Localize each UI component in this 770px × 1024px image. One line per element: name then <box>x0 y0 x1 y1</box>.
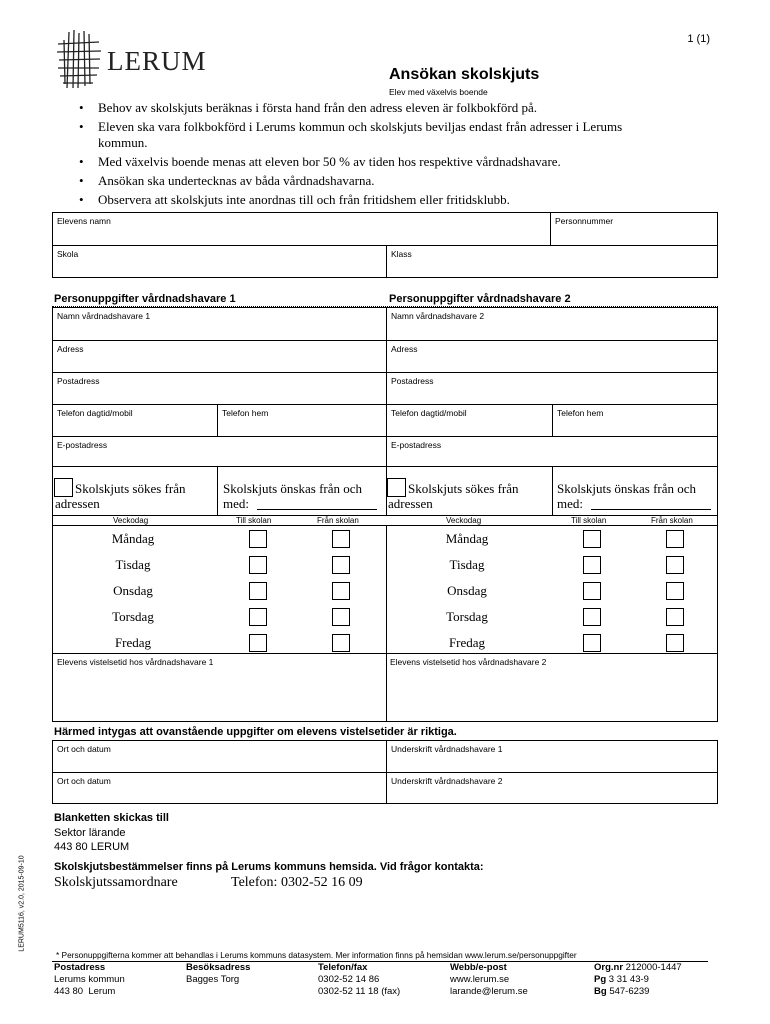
from-address-label-2: Skolskjuts sökes från adressen <box>388 481 519 511</box>
form-title: Ansökan skolskjuts <box>389 66 540 83</box>
footer-postadress-line2: 443 80 Lerum <box>54 986 116 997</box>
footer-phone-line2: 0302-52 11 18 (fax) <box>318 986 401 997</box>
guardian1-phone-day-field[interactable] <box>53 404 217 436</box>
lerum-grid-logo-icon <box>55 28 103 90</box>
page-number: 1 (1) <box>687 33 710 45</box>
thursday-to-school-checkbox-1[interactable] <box>249 608 267 626</box>
guardian1-email-field[interactable] <box>53 436 386 466</box>
guardian2-name-label: Namn vårdnadshavare 2 <box>391 311 485 321</box>
footer-web <box>450 962 528 998</box>
footer-phone-line1: 0302-52 14 86 <box>318 974 380 985</box>
stay-time-guardian1-field[interactable] <box>53 653 386 721</box>
day-friday-1: Fredag <box>114 635 152 650</box>
guardian1-name-label: Namn vårdnadshavare 1 <box>57 311 151 321</box>
guardian1-heading: Personuppgifter vårdnadshavare 1 <box>54 293 236 305</box>
wednesday-from-school-checkbox-2[interactable] <box>666 582 684 600</box>
send-to-heading: Blanketten skickas till <box>54 812 169 824</box>
guardian2-postal-label: Postadress <box>391 376 434 386</box>
form-subtitle: Elev med växelvis boende <box>389 87 488 97</box>
guardian1-postal-field[interactable] <box>53 372 386 404</box>
stay-time-guardian2-label: Elevens vistelsetid hos vårdnadshavare 2 <box>390 657 547 667</box>
student-name-label: Elevens namn <box>57 216 111 226</box>
day-monday-2: Måndag <box>445 531 489 546</box>
instruction-item: • Med växelvis boende menas att eleven bor 50 % av tiden hos respektive vårdnadshavare. <box>74 154 674 170</box>
friday-to-school-checkbox-2[interactable] <box>583 634 601 652</box>
footer-postadress <box>54 962 125 998</box>
weekday-header-row <box>53 515 717 526</box>
tuesday-to-school-checkbox-1[interactable] <box>249 556 267 574</box>
guardian2-email-field[interactable] <box>386 436 717 466</box>
footer-email-link[interactable]: larande@lerum.se <box>450 986 528 997</box>
guardian2-postal-field[interactable] <box>386 372 717 404</box>
from-address-label-1: Skolskjuts sökes från adressen <box>55 481 186 511</box>
school-field[interactable] <box>53 245 386 277</box>
monday-from-school-checkbox-2[interactable] <box>666 530 684 548</box>
footer-bg-label: Bg <box>594 986 607 997</box>
guardian2-address-label: Adress <box>391 344 418 354</box>
stay-time-guardian2-field[interactable] <box>386 653 717 721</box>
certify-heading: Härmed intygas att ovanstående uppgifter om elevens vistelsetider är riktiga. <box>54 726 457 738</box>
day-tuesday-2: Tisdag <box>449 557 485 572</box>
day-monday-1: Måndag <box>111 531 155 546</box>
friday-from-school-checkbox-1[interactable] <box>332 634 350 652</box>
footer-visit-heading: Besöksadress <box>186 962 251 973</box>
day-wednesday-2: Onsdag <box>447 583 487 598</box>
col-weekday-1: Veckodag <box>113 516 149 525</box>
footer-postadress-heading: Postadress <box>54 962 106 973</box>
rules-heading: Skolskjutsbestämmelser finns på Lerums kommuns hemsida. Vid frågor kontakta: <box>54 861 484 873</box>
guardian2-phone-home-field[interactable] <box>552 404 717 436</box>
from-with-line-2[interactable] <box>591 509 711 510</box>
guardian1-postal-label: Postadress <box>57 376 100 386</box>
footer-phone-heading: Telefon/fax <box>318 962 368 973</box>
footer-pg-value: 3 31 43-9 <box>608 974 649 985</box>
form-code: LERUM5116, v2.0, 2015-09-10 <box>18 855 26 952</box>
footer-visit-line1: Bagges Torg <box>186 974 240 985</box>
from-with-line-1[interactable] <box>257 509 377 510</box>
class-field[interactable] <box>386 245 717 277</box>
footer-web-heading: Webb/e-post <box>450 962 507 973</box>
footer-visit <box>186 962 250 986</box>
footer-postadress-line1: Lerums kommun <box>54 974 125 985</box>
guardian2-name-field[interactable] <box>386 308 717 340</box>
wednesday-to-school-checkbox-2[interactable] <box>583 582 601 600</box>
instructions <box>74 100 674 211</box>
personnummer-field[interactable] <box>550 213 717 245</box>
instruction-item: • Eleven ska vara folkbokförd i Lerums kommun och skolskjuts beviljas endast från adresser i Lerums kommun. <box>74 119 674 151</box>
guardian1-phone-home-field[interactable] <box>217 404 386 436</box>
day-wednesday-1: Onsdag <box>113 583 153 598</box>
guardian1-email-label: E-postadress <box>57 440 108 450</box>
footer-org <box>594 962 682 998</box>
guardian2-phone-day-field[interactable] <box>386 404 552 436</box>
wednesday-from-school-checkbox-1[interactable] <box>332 582 350 600</box>
guardian1-name-field[interactable] <box>53 308 386 340</box>
col-to-school-1: Till skolan <box>236 516 272 525</box>
monday-to-school-checkbox-2[interactable] <box>583 530 601 548</box>
tuesday-from-school-checkbox-2[interactable] <box>666 556 684 574</box>
guardian1-address-field[interactable] <box>53 340 386 372</box>
send-to-line2: 443 80 LERUM <box>54 841 130 853</box>
place-date-label-1: Ort och datum <box>57 744 111 754</box>
signature-section <box>52 740 718 804</box>
instruction-item: • Ansökan ska undertecknas av båda vårdnadshavarna. <box>74 173 674 189</box>
logo-text: LERUM <box>107 46 207 76</box>
rules-contact: Skolskjutssamordnare <box>54 875 178 890</box>
signature-guardian1-label: Underskrift vårdnadshavare 1 <box>391 744 503 754</box>
transport-section <box>52 466 718 722</box>
signature-guardian1-field[interactable] <box>386 741 717 772</box>
from-with-label-2: Skolskjuts önskas från och med: <box>557 481 697 511</box>
thursday-from-school-checkbox-1[interactable] <box>332 608 350 626</box>
class-label: Klass <box>391 249 412 259</box>
day-thursday-2: Torsdag <box>446 609 488 624</box>
place-date-label-2: Ort och datum <box>57 776 111 786</box>
monday-from-school-checkbox-1[interactable] <box>332 530 350 548</box>
place-date-field-1[interactable] <box>53 741 386 772</box>
thursday-to-school-checkbox-2[interactable] <box>583 608 601 626</box>
col-from-school-1: Från skolan <box>317 516 359 525</box>
student-name-field[interactable] <box>53 213 550 245</box>
col-weekday-2: Veckodag <box>446 516 482 525</box>
send-to-line1: Sektor lärande <box>54 827 126 839</box>
day-tuesday-1: Tisdag <box>115 557 151 572</box>
friday-from-school-checkbox-2[interactable] <box>666 634 684 652</box>
monday-to-school-checkbox-1[interactable] <box>249 530 267 548</box>
stay-time-guardian1-label: Elevens vistelsetid hos vårdnadshavare 1 <box>57 657 214 667</box>
friday-to-school-checkbox-1[interactable] <box>249 634 267 652</box>
footer-phone <box>318 962 400 998</box>
place-date-field-2[interactable] <box>53 772 386 803</box>
rules-phone: Telefon: 0302-52 16 09 <box>231 875 363 890</box>
school-label: Skola <box>57 249 79 259</box>
signature-guardian2-field[interactable] <box>386 772 717 803</box>
guardian2-phone-day-label: Telefon dagtid/mobil <box>391 408 467 418</box>
wednesday-to-school-checkbox-1[interactable] <box>249 582 267 600</box>
from-with-label-1: Skolskjuts önskas från och med: <box>223 481 363 511</box>
footer-org-value: 212000-1447 <box>625 962 682 973</box>
day-thursday-1: Torsdag <box>112 609 154 624</box>
guardian1-phone-day-label: Telefon dagtid/mobil <box>57 408 133 418</box>
footer-web-link[interactable]: www.lerum.se <box>450 974 510 985</box>
instruction-item: • Observera att skolskjuts inte anordnas till och från fritidshem eller fritidsklubb. <box>74 192 674 208</box>
signature-guardian2-label: Underskrift vårdnadshavare 2 <box>391 776 503 786</box>
student-section <box>52 212 718 278</box>
footer-org-label: Org.nr <box>594 962 624 973</box>
guardian2-email-label: E-postadress <box>391 440 442 450</box>
col-to-school-2: Till skolan <box>571 516 607 525</box>
guardians-section <box>52 307 718 467</box>
col-from-school-2: Från skolan <box>651 516 693 525</box>
privacy-note: * Personuppgifterna kommer att behandlas i Lerums kommuns datasystem. Mer information finns på hemsidan www.lerum.se/personuppgifter <box>56 950 577 960</box>
day-friday-2: Fredag <box>448 635 486 650</box>
footer-pg-label: Pg <box>594 974 607 985</box>
tuesday-to-school-checkbox-2[interactable] <box>583 556 601 574</box>
footer-bg-value: 547-6239 <box>609 986 650 997</box>
tuesday-from-school-checkbox-1[interactable] <box>332 556 350 574</box>
instruction-item: • Behov av skolskjuts beräknas i första hand från den adress eleven är folkbokförd på. <box>74 100 674 116</box>
guardian1-address-label: Adress <box>57 344 84 354</box>
personnummer-label: Personnummer <box>555 216 614 226</box>
guardian2-heading: Personuppgifter vårdnadshavare 2 <box>389 293 571 305</box>
guardian2-address-field[interactable] <box>386 340 717 372</box>
guardian2-phone-home-label: Telefon hem <box>557 408 604 418</box>
lerum-logo <box>55 28 225 90</box>
thursday-from-school-checkbox-2[interactable] <box>666 608 684 626</box>
guardian1-phone-home-label: Telefon hem <box>222 408 269 418</box>
